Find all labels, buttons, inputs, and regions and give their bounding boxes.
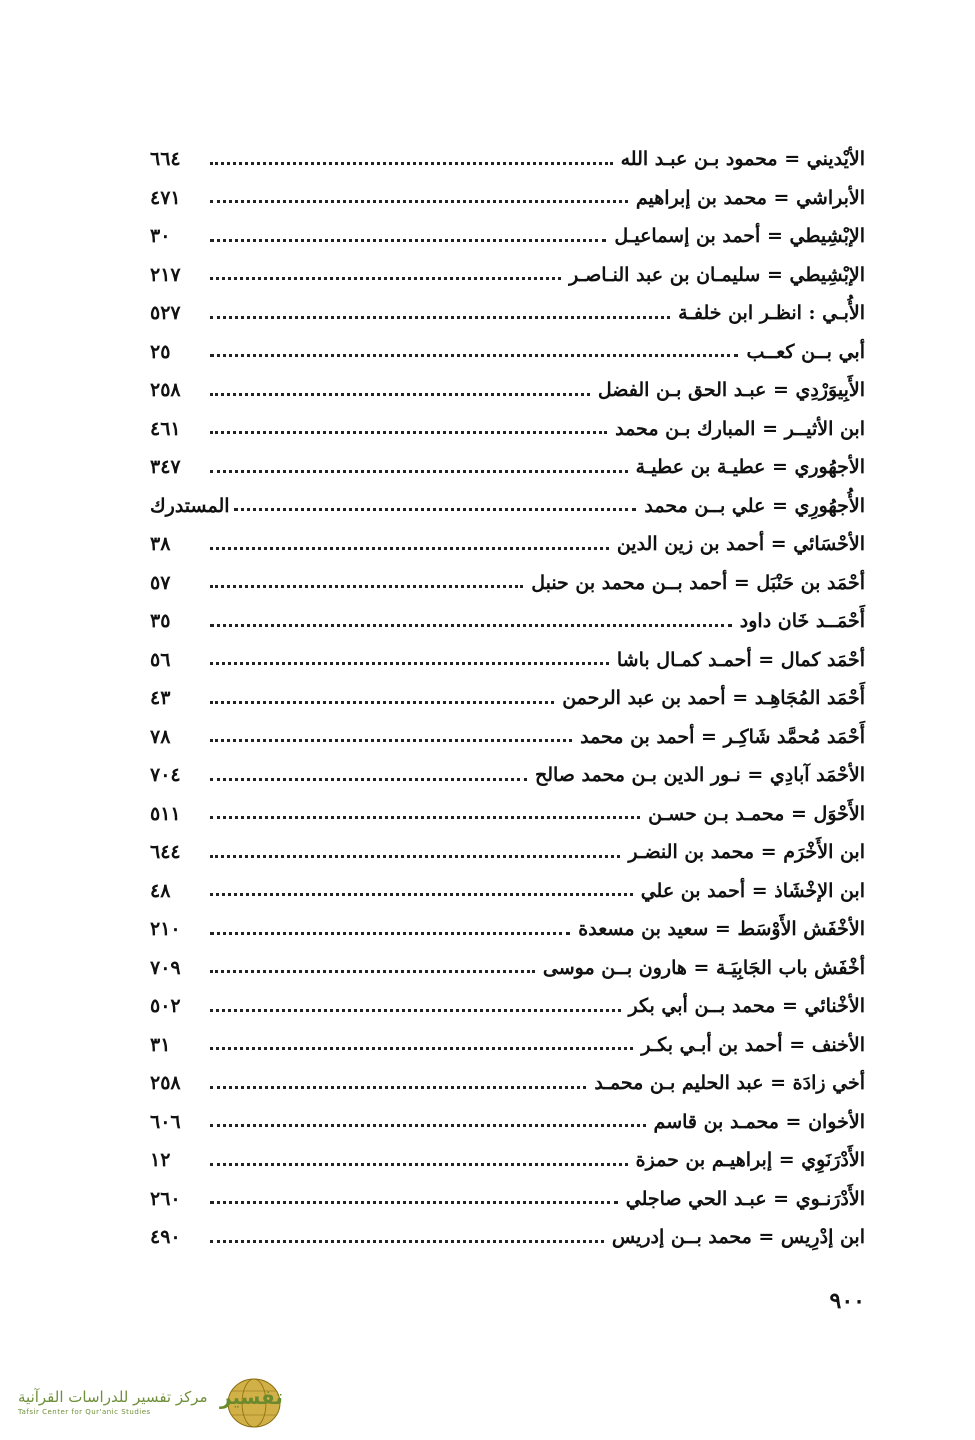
entry-page-ref: ٧٠٤ xyxy=(150,764,181,787)
entry-page-ref: ٤٣ xyxy=(150,687,171,710)
index-entry xyxy=(150,487,865,526)
index-entry xyxy=(150,987,865,1026)
index-entry xyxy=(150,718,865,757)
index-entry xyxy=(150,949,865,988)
leader-dots xyxy=(210,1191,618,1204)
entry-name: ابن إدْرِيس = محمد بــن إدريس xyxy=(611,1226,865,1249)
leader-dots xyxy=(210,614,732,627)
leader-dots xyxy=(210,1114,646,1127)
publisher-logo xyxy=(18,1372,288,1432)
leader-dots xyxy=(210,344,738,357)
entry-name: الأخْفَش الأَوْسَط = سعيد بن مسعدة xyxy=(578,918,865,941)
leader-dots xyxy=(210,922,570,935)
index-entry xyxy=(150,602,865,641)
logo-emblem-word: تفسير xyxy=(220,1385,283,1409)
leader-dots xyxy=(210,883,633,896)
leader-dots xyxy=(210,691,554,704)
entry-name: الأُبـي : انظـر ابن خلفـة xyxy=(678,302,865,325)
index-entry xyxy=(150,833,865,872)
index-entry xyxy=(150,1064,865,1103)
entry-name: الأحْسَائي = أحمد بن زين الدين xyxy=(616,533,865,556)
entry-name: أخْفَش باب الجَابِيَـة = هارون بــن موسى xyxy=(542,956,865,979)
entry-page-ref: ٣٥ xyxy=(150,610,171,633)
entry-page-ref: ٣٨ xyxy=(150,533,171,556)
entry-page-ref: ٤٦١ xyxy=(150,417,181,440)
index-entry xyxy=(150,679,865,718)
entry-page-ref: ٧٠٩ xyxy=(150,956,181,979)
leader-dots xyxy=(210,152,613,165)
entry-name: ابن الأَخْرَم = محمد بن النضـر xyxy=(628,841,865,864)
entry-name: أَحْمَــد خَان داود xyxy=(739,610,865,633)
index-entry xyxy=(150,256,865,295)
entry-page-ref: ١٢ xyxy=(150,1149,171,1172)
index-list xyxy=(150,140,865,1257)
logo-arabic-name: مركز تفسير للدراسات القرآنية xyxy=(18,1388,208,1406)
entry-name: الأجهُوري = عطيـة بن عطيـة xyxy=(635,456,865,479)
entry-name: الأَدْرَنـوي = عبـد الحي صاجلي xyxy=(625,1187,865,1210)
index-entry xyxy=(150,294,865,333)
leader-dots xyxy=(210,306,670,319)
index-entry xyxy=(150,410,865,449)
leader-dots xyxy=(210,537,609,550)
page-number: ٩٠٠ xyxy=(829,1288,865,1314)
entry-page-ref: ٦٠٦ xyxy=(150,1110,181,1133)
entry-name: أخي زادَة = عبد الحليم بـن محمـد xyxy=(594,1072,865,1095)
entry-name: الأُجهُورِي = علي بــن محمد xyxy=(644,494,865,517)
entry-name: الأحْمَد آبادِي = نـور الدين بـن محمد صالح xyxy=(534,764,865,787)
entry-name: الإبْشِيطي = أحمد بن إسماعيـل xyxy=(614,225,865,248)
leader-dots xyxy=(210,383,590,396)
leader-dots xyxy=(210,575,523,588)
entry-page-ref: ٤٩٠ xyxy=(150,1226,181,1249)
entry-name: الأخنف = أحمد بن أبـي بكـر xyxy=(641,1033,865,1056)
index-entry xyxy=(150,140,865,179)
index-entry xyxy=(150,564,865,603)
index-entry xyxy=(150,448,865,487)
index-entry xyxy=(150,1026,865,1065)
leader-dots xyxy=(210,1230,604,1243)
index-entry xyxy=(150,333,865,372)
entry-page-ref: ٢٥٨ xyxy=(150,379,181,402)
leader-dots xyxy=(210,1076,586,1089)
entry-page-ref: ٢١٧ xyxy=(150,263,181,286)
logo-text xyxy=(18,1388,208,1416)
entry-name: الأيْديني = محمود بـن عبـد الله xyxy=(620,148,865,171)
entry-name: أَحْمَد مُحمَّد شَاكِـر = أحمد بن محمد xyxy=(580,725,865,748)
index-entry xyxy=(150,910,865,949)
entry-page-ref: ٥٧ xyxy=(150,571,171,594)
entry-name: أبي بــن كعــب xyxy=(746,340,865,363)
leader-dots xyxy=(210,806,640,819)
index-entry xyxy=(150,179,865,218)
entry-page-ref: ٦٤٤ xyxy=(150,841,181,864)
entry-name: الأخْنائي = محمد بــن أبي بكر xyxy=(628,995,865,1018)
entry-page-ref: ٥١١ xyxy=(150,802,181,825)
leader-dots xyxy=(210,960,535,973)
index-entry xyxy=(150,1218,865,1257)
index-entry xyxy=(150,525,865,564)
leader-dots xyxy=(234,498,637,511)
leader-dots xyxy=(210,1153,628,1166)
index-entry xyxy=(150,1141,865,1180)
entry-page-ref: ٢٥٨ xyxy=(150,1072,181,1095)
entry-page-ref: ٤٨ xyxy=(150,879,171,902)
entry-name: أحْمَد بن حَنْبَل = أحمد بــن محمد بن حنبل xyxy=(531,571,865,594)
leader-dots xyxy=(210,768,527,781)
leader-dots xyxy=(210,229,606,242)
index-entry xyxy=(150,795,865,834)
entry-name: الأَدْرَنَوِي = إبراهيـم بن حمزة xyxy=(635,1149,865,1172)
entry-name: ابن الأثيــر = المبارك بـن محمد xyxy=(615,417,865,440)
index-entry xyxy=(150,1103,865,1142)
leader-dots xyxy=(210,460,628,473)
leader-dots xyxy=(210,652,609,665)
index-entry xyxy=(150,641,865,680)
entry-name: الأَحْوَل = محمـد بـن حسـن xyxy=(648,802,865,825)
logo-english-name: Tafsir Center for Qur'anic Studies xyxy=(18,1408,151,1416)
entry-name: ابن الإخْشَاذ = أحمد بن علي xyxy=(640,879,865,902)
entry-page-ref: ٥٢٧ xyxy=(150,302,181,325)
leader-dots xyxy=(210,190,628,203)
entry-page-ref: ٣١ xyxy=(150,1033,171,1056)
entry-name: أَحْمَد المُجَاهِـد = أحمد بن عبد الرحمن xyxy=(562,687,865,710)
leader-dots xyxy=(210,729,572,742)
entry-page-ref: ٥٠٢ xyxy=(150,995,181,1018)
entry-page-ref: ٣٠ xyxy=(150,225,171,248)
leader-dots xyxy=(210,421,607,434)
entry-page-ref: ٢٦٠ xyxy=(150,1187,181,1210)
entry-page-ref: ٢١٠ xyxy=(150,918,181,941)
entry-name: الأبراشي = محمد بن إبراهيم xyxy=(635,186,865,209)
entry-page-ref: ٧٨ xyxy=(150,725,171,748)
entry-page-ref: ٢٥ xyxy=(150,340,171,363)
entry-name: الأَبِيوَرْدِي = عبـد الحق بـن الفضل xyxy=(597,379,865,402)
leader-dots xyxy=(210,267,561,280)
entry-page-ref: المستدرك xyxy=(150,494,230,517)
leader-dots xyxy=(210,845,620,858)
entry-page-ref: ٤٧١ xyxy=(150,186,181,209)
globe-icon xyxy=(214,1373,288,1431)
leader-dots xyxy=(210,999,621,1012)
index-entry xyxy=(150,371,865,410)
entry-page-ref: ٦٦٤ xyxy=(150,148,181,171)
index-entry xyxy=(150,1180,865,1219)
entry-name: الإبْشِيطي = سليمـان بن عبد النـاصـر xyxy=(569,263,865,286)
entry-name: أحْمَد كمال = أحمـد كمـال باشا xyxy=(616,648,865,671)
entry-name: الأخوان = محمـد بن قاسم xyxy=(653,1110,865,1133)
index-entry xyxy=(150,756,865,795)
entry-page-ref: ٣٤٧ xyxy=(150,456,181,479)
entry-page-ref: ٥٦ xyxy=(150,648,171,671)
index-entry xyxy=(150,217,865,256)
leader-dots xyxy=(210,1037,633,1050)
index-entry xyxy=(150,872,865,911)
